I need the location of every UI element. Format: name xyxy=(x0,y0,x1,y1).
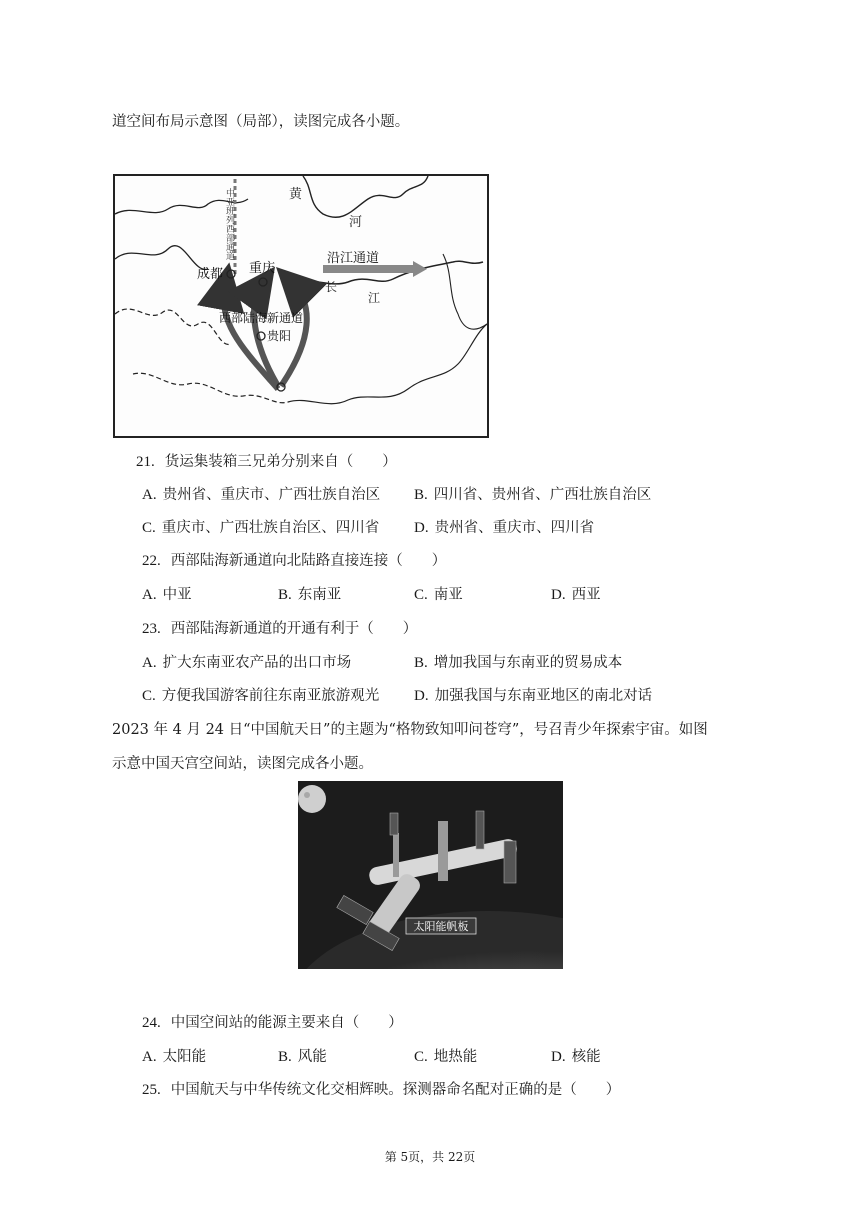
question-25 xyxy=(142,1080,620,1100)
option-text: 方便我国游客前往东南亚旅游观光 xyxy=(161,688,380,704)
question-text: 西部陆海新通道向北陆路直接连接（ ） xyxy=(170,553,447,569)
question-text: 中国航天与中华传统文化交相辉映。探测器命名配对正确的是（ ） xyxy=(170,1082,621,1098)
option-text: 太阳能 xyxy=(162,1049,207,1065)
solar-panel-label: 太阳能帆板 xyxy=(413,920,469,933)
question-23 xyxy=(142,619,417,639)
question-number: 21. xyxy=(136,454,155,470)
channel-map xyxy=(113,174,489,438)
q21-option-b[interactable] xyxy=(414,485,651,505)
question-number: 22. xyxy=(142,553,161,569)
question-24 xyxy=(142,1013,403,1033)
question-number: 23. xyxy=(142,621,161,637)
option-letter: C. xyxy=(414,1049,428,1065)
option-text: 扩大东南亚农产品的出口市场 xyxy=(162,655,352,671)
question-text: 中国空间站的能源主要来自（ ） xyxy=(170,1015,403,1031)
option-letter: D. xyxy=(551,1049,566,1065)
question-text: 货运集装箱三兄弟分别来自（ ） xyxy=(164,454,397,470)
option-letter: A. xyxy=(142,587,157,603)
q21-option-c[interactable] xyxy=(142,518,379,538)
option-text: 核能 xyxy=(571,1049,601,1065)
option-text: 贵州省、重庆市、广西壮族自治区 xyxy=(162,487,381,503)
option-text: 贵州省、重庆市、四川省 xyxy=(434,520,595,536)
option-letter: C. xyxy=(414,587,428,603)
option-letter: B. xyxy=(414,655,428,671)
option-text: 风能 xyxy=(297,1049,327,1065)
option-text: 加强我国与东南亚地区的南北对话 xyxy=(434,688,653,704)
question-21 xyxy=(136,452,397,472)
he-label: 河 xyxy=(349,215,363,230)
q24-option-d[interactable] xyxy=(551,1047,601,1067)
option-letter: B. xyxy=(278,587,292,603)
intro-line: 道空间布局示意图（局部），读图完成各小题。 xyxy=(112,114,410,130)
huang-label: 黄 xyxy=(289,187,303,202)
option-text: 南亚 xyxy=(433,587,463,603)
option-letter: D. xyxy=(551,587,566,603)
q22-option-c[interactable] xyxy=(414,585,463,605)
q23-option-b[interactable] xyxy=(414,653,622,673)
jiang-label: 江 xyxy=(368,291,381,305)
space-station-svg xyxy=(298,781,563,969)
q21-option-a[interactable] xyxy=(142,485,380,505)
guiyang-label: 贵阳 xyxy=(267,329,292,343)
option-text: 四川省、贵州省、广西壮族自治区 xyxy=(433,487,652,503)
q24-option-a[interactable] xyxy=(142,1047,206,1067)
option-letter: B. xyxy=(414,487,428,503)
option-letter: D. xyxy=(414,520,429,536)
question-number: 24. xyxy=(142,1015,161,1031)
option-letter: B. xyxy=(278,1049,292,1065)
q24-option-b[interactable] xyxy=(278,1047,327,1067)
question-text: 西部陆海新通道的开通有利于（ ） xyxy=(170,621,418,637)
page-footer: 第 5页，共 22页 xyxy=(384,1150,476,1164)
q22-option-b[interactable] xyxy=(278,585,341,605)
option-text: 西亚 xyxy=(571,587,601,603)
q24-option-c[interactable] xyxy=(414,1047,477,1067)
q23-option-c[interactable] xyxy=(142,686,379,706)
option-text: 重庆市、广西壮族自治区、四川省 xyxy=(161,520,380,536)
q21-option-d[interactable] xyxy=(414,518,594,538)
option-text: 东南亚 xyxy=(297,587,342,603)
space-station-image xyxy=(298,781,563,969)
north-channel-label: 中亚班列西部通道 xyxy=(224,188,234,260)
yanjiang-label: 沿江通道 xyxy=(327,251,380,266)
chang-label: 长 xyxy=(325,280,338,294)
new-channel-label: 西部陆海新通道 xyxy=(219,311,304,325)
map-frame xyxy=(114,175,488,437)
passage-line-1: 2023 年 4 月 24 日“中国航天日”的主题为“格物致知叩问苍穹”，号召青少年探索宇宙。如图 xyxy=(112,722,708,738)
option-letter: C. xyxy=(142,520,156,536)
option-text: 中亚 xyxy=(162,587,192,603)
question-number: 25. xyxy=(142,1082,161,1098)
option-text: 地热能 xyxy=(433,1049,478,1065)
passage-line-2: 示意中国天宫空间站，读图完成各小题。 xyxy=(112,756,373,772)
option-text: 增加我国与东南亚的贸易成本 xyxy=(433,655,623,671)
q22-option-a[interactable] xyxy=(142,585,192,605)
chongqing-label: 重庆 xyxy=(249,261,276,276)
q23-option-d[interactable] xyxy=(414,686,652,706)
question-22 xyxy=(142,551,446,571)
chengdu-label: 成都 xyxy=(197,267,224,282)
option-letter: A. xyxy=(142,655,157,671)
q23-option-a[interactable] xyxy=(142,653,351,673)
option-letter: A. xyxy=(142,1049,157,1065)
moon xyxy=(298,785,326,813)
option-letter: D. xyxy=(414,688,429,704)
q22-option-d[interactable] xyxy=(551,585,601,605)
option-letter: C. xyxy=(142,688,156,704)
channel-map-svg xyxy=(113,174,489,438)
option-letter: A. xyxy=(142,487,157,503)
